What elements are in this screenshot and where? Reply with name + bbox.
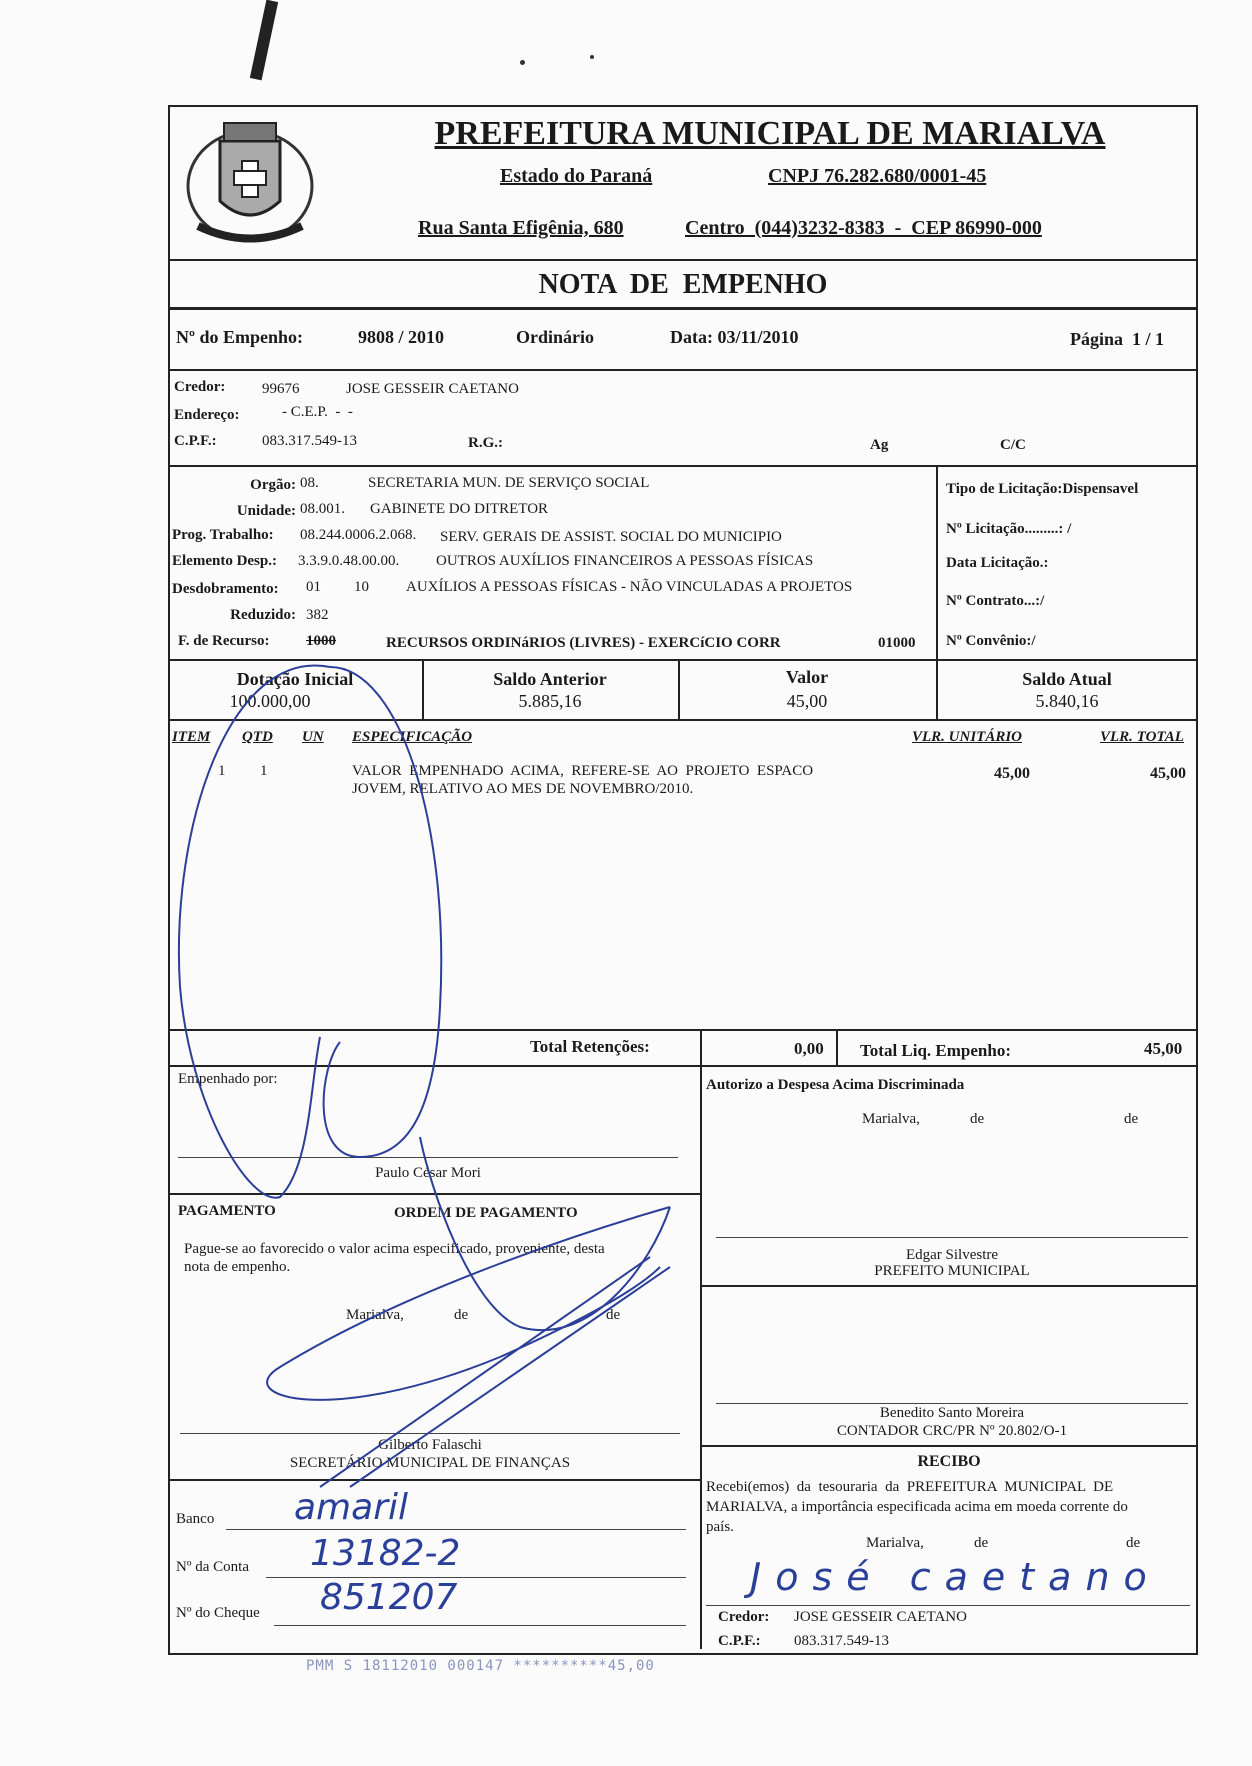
document-title: NOTA DE EMPENHO bbox=[538, 269, 828, 300]
elemento-label: Elemento Desp.: bbox=[172, 553, 277, 569]
pagamento-label: PAGAMENTO bbox=[178, 1203, 276, 1219]
machine-authentication-stamp: PMM S 18112010 000147 **********45,00 bbox=[306, 1658, 655, 1674]
total-liquido-label: Total Liq. Empenho: bbox=[860, 1041, 1011, 1060]
recibo-cpf-label: C.P.F.: bbox=[718, 1633, 761, 1649]
cc-label: C/C bbox=[1000, 437, 1026, 453]
autorizo-de-2: de bbox=[1124, 1111, 1139, 1127]
saldo-atual-value: 5.840,16 bbox=[1035, 691, 1099, 711]
cheque-label: Nº do Cheque bbox=[176, 1605, 260, 1621]
recurso-code-2: 01000 bbox=[878, 635, 916, 651]
prefeito-name: Edgar Silvestre bbox=[905, 1247, 999, 1263]
elemento-code: 3.3.9.0.48.00.00. bbox=[298, 553, 400, 569]
total-retencoes-value: 0,00 bbox=[794, 1039, 824, 1058]
unidade-code: 08.001. bbox=[300, 501, 345, 517]
reduzido-label: Reduzido: bbox=[230, 607, 296, 623]
numero-licitacao: Nº Licitação.........: / bbox=[946, 521, 1072, 537]
prog-label: Prog. Trabalho: bbox=[172, 527, 274, 543]
desdobramento-code-1: 01 bbox=[306, 579, 321, 595]
conta-value: 13182-2 bbox=[310, 1533, 461, 1574]
numero-convenio: Nº Convênio:/ bbox=[946, 633, 1036, 649]
item-number: 1 bbox=[218, 763, 226, 779]
col-vlr-total-header: VLR. TOTAL bbox=[1100, 729, 1184, 745]
dotacao-inicial-value: 100.000,00 bbox=[229, 691, 311, 711]
recibo-text-line-1: Recebi(emos) da tesouraria da PREFEITURA MUNICIPAL DE bbox=[706, 1479, 1114, 1495]
contador-role: CONTADOR CRC/PR Nº 20.802/O-1 bbox=[836, 1423, 1068, 1439]
credor-label: Credor: bbox=[174, 379, 226, 395]
tipo-licitacao: Tipo de Licitação:Dispensavel bbox=[946, 481, 1139, 497]
dotacao-inicial-label: Dotação Inicial bbox=[236, 669, 354, 689]
prefeitura-title: PREFEITURA MUNICIPAL DE MARIALVA bbox=[434, 115, 1106, 152]
autorizo-label: Autorizo a Despesa Acima Discriminada bbox=[706, 1077, 965, 1093]
cpf-label: C.P.F.: bbox=[174, 433, 217, 449]
banco-label: Banco bbox=[176, 1511, 215, 1527]
desdobramento-label: Desdobramento: bbox=[172, 581, 279, 597]
empenho-number: 9808 / 2010 bbox=[358, 327, 445, 347]
saldo-anterior-value: 5.885,16 bbox=[518, 691, 582, 711]
numero-contrato: Nº Contrato...:/ bbox=[946, 593, 1045, 609]
valor-label: Valor bbox=[785, 667, 829, 687]
empenho-number-label: Nº do Empenho: bbox=[176, 327, 303, 347]
empenho-type: Ordinário bbox=[516, 327, 595, 347]
recibo-title: RECIBO bbox=[917, 1453, 981, 1470]
col-item-header: ITEM bbox=[172, 729, 211, 745]
state-name: Estado do Paraná bbox=[500, 165, 653, 187]
orgao-code: 08. bbox=[300, 475, 319, 491]
banco-value: amaril bbox=[294, 1487, 408, 1528]
col-un-header: UN bbox=[302, 729, 324, 745]
orgao-label: Orgão: bbox=[250, 477, 296, 493]
recurso-name: RECURSOS ORDINáRIOS (LIVRES) - EXERCíCIO CORR bbox=[386, 635, 781, 651]
credor-name: JOSE GESSEIR CAETANO bbox=[346, 381, 519, 397]
recurso-label: F. de Recurso: bbox=[178, 633, 270, 649]
empenhado-por-label: Empenhado por: bbox=[178, 1071, 278, 1087]
empenhado-por-name: Paulo César Mori bbox=[375, 1165, 481, 1181]
address-contact: Centro (044)3232-8383 - CEP 86990-000 bbox=[685, 217, 1042, 239]
data-licitacao: Data Licitação.: bbox=[946, 555, 1049, 571]
cnpj: CNPJ 76.282.680/0001-45 bbox=[768, 165, 987, 187]
prefeito-role: PREFEITO MUNICIPAL bbox=[874, 1263, 1030, 1279]
recibo-place: Marialva, bbox=[866, 1535, 924, 1551]
scan-mark bbox=[520, 60, 525, 65]
saldo-atual-label: Saldo Atual bbox=[1022, 669, 1112, 689]
pagamento-text-line-1: Pague-se ao favorecido o valor acima especificado, proveniente, desta bbox=[184, 1241, 605, 1257]
recibo-text-line-2: MARIALVA, a importância especificada acima em moeda corrente do bbox=[706, 1499, 1128, 1515]
autorizo-place: Marialva, bbox=[862, 1111, 920, 1127]
prog-code: 08.244.0006.2.068. bbox=[300, 527, 417, 543]
total-retencoes-label: Total Retenções: bbox=[530, 1037, 650, 1056]
secretario-role: SECRETÁRIO MUNICIPAL DE FINANÇAS bbox=[289, 1455, 571, 1471]
recibo-text-line-3: país. bbox=[706, 1519, 734, 1535]
page-number: Página 1 / 1 bbox=[1070, 329, 1165, 349]
item-especificacao-line-2: JOVEM, RELATIVO AO MES DE NOVEMBRO/2010. bbox=[352, 781, 694, 797]
saldo-anterior-label: Saldo Anterior bbox=[493, 669, 607, 689]
cpf-value: 083.317.549-13 bbox=[262, 433, 357, 449]
unidade-label: Unidade: bbox=[236, 503, 296, 519]
conta-label: Nº da Conta bbox=[176, 1559, 249, 1575]
total-liquido-value: 45,00 bbox=[1144, 1039, 1183, 1058]
col-vlr-unitario-header: VLR. UNITÁRIO bbox=[912, 729, 1023, 745]
valor-value: 45,00 bbox=[786, 691, 828, 711]
desdobramento-code-2: 10 bbox=[354, 579, 369, 595]
unidade-name: GABINETE DO DITRETOR bbox=[370, 501, 549, 517]
recibo-signature: José caetano bbox=[750, 1555, 1161, 1599]
item-especificacao-line-1: VALOR EMPENHADO ACIMA, REFERE-SE AO PROJETO ESPACO bbox=[352, 763, 814, 779]
pagamento-text-line-2: nota de empenho. bbox=[184, 1259, 291, 1275]
prog-name: SERV. GERAIS DE ASSIST. SOCIAL DO MUNICIPIO bbox=[440, 529, 782, 545]
pagamento-de-2: de bbox=[606, 1307, 621, 1323]
recibo-de-1: de bbox=[974, 1535, 989, 1551]
pagamento-place: Marialva, bbox=[346, 1307, 404, 1323]
nota-empenho-form bbox=[168, 105, 1198, 1655]
recibo-de-2: de bbox=[1126, 1535, 1141, 1551]
handwritten-signature-strokes bbox=[170, 107, 1200, 1657]
autorizo-de-1: de bbox=[970, 1111, 985, 1127]
endereco-label: Endereço: bbox=[174, 407, 240, 423]
recibo-credor-label: Credor: bbox=[718, 1609, 770, 1625]
recibo-credor-name: JOSE GESSEIR CAETANO bbox=[794, 1609, 967, 1625]
empenho-date: Data: 03/11/2010 bbox=[670, 327, 799, 347]
elemento-name: OUTROS AUXÍLIOS FINANCEIROS A PESSOAS FÍSICAS bbox=[436, 553, 814, 569]
scan-mark bbox=[250, 0, 278, 80]
street-address: Rua Santa Efigênia, 680 bbox=[418, 217, 624, 239]
secretario-name: Gilberto Falaschi bbox=[378, 1437, 482, 1453]
reduzido-value: 382 bbox=[306, 607, 329, 623]
col-qtd-header: QTD bbox=[242, 729, 273, 745]
ag-label: Ag bbox=[870, 437, 889, 453]
item-vlr-unitario: 45,00 bbox=[994, 765, 1030, 782]
recibo-cpf-value: 083.317.549-13 bbox=[794, 1633, 889, 1649]
contador-name: Benedito Santo Moreira bbox=[879, 1405, 1025, 1421]
endereco-value: - C.E.P. - - bbox=[282, 404, 353, 420]
cheque-value: 851207 bbox=[320, 1577, 458, 1618]
ordem-pagamento-title: ORDEM DE PAGAMENTO bbox=[394, 1205, 578, 1221]
scan-mark bbox=[590, 55, 594, 59]
rg-label: R.G.: bbox=[468, 435, 503, 451]
desdobramento-name: AUXÍLIOS A PESSOAS FÍSICAS - NÃO VINCULADAS A PROJETOS bbox=[406, 579, 853, 595]
item-qtd: 1 bbox=[260, 763, 268, 779]
credor-code: 99676 bbox=[262, 381, 300, 397]
orgao-name: SECRETARIA MUN. DE SERVIÇO SOCIAL bbox=[368, 475, 650, 491]
item-vlr-total: 45,00 bbox=[1150, 765, 1186, 782]
pagamento-de-1: de bbox=[454, 1307, 469, 1323]
col-especificacao-header: ESPECIFICAÇÃO bbox=[352, 729, 473, 745]
recurso-code: 1000 bbox=[306, 633, 336, 649]
